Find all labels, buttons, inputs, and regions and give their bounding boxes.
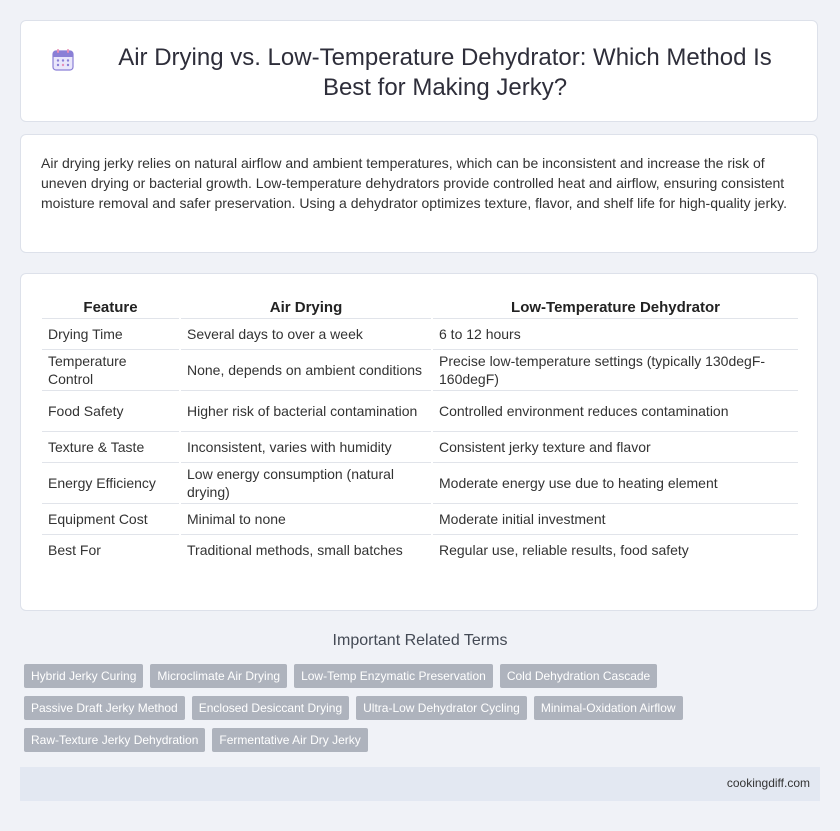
header-dehydrator: Low-Temperature Dehydrator (432, 296, 798, 319)
related-term-tag[interactable]: Ultra-Low Dehydrator Cycling (356, 696, 527, 720)
title-card (20, 20, 818, 122)
table-row (42, 319, 798, 350)
table-cell: Several days to over a week (180, 319, 432, 350)
table-cell: Inconsistent, varies with humidity (180, 432, 432, 463)
table-cell: Temperature Control (42, 350, 180, 391)
table-row (42, 504, 798, 535)
table-row (42, 432, 798, 463)
table-cell: None, depends on ambient conditions (180, 350, 432, 391)
table-cell: Higher risk of bacterial contamination (180, 391, 432, 432)
footer-bar (20, 767, 820, 801)
related-term-tag[interactable]: Microclimate Air Drying (150, 664, 287, 688)
related-term-tag[interactable]: Cold Dehydration Cascade (500, 664, 657, 688)
table-row (42, 535, 798, 566)
related-terms-list (24, 664, 824, 760)
table-row (42, 350, 798, 391)
related-term-tag[interactable]: Hybrid Jerky Curing (24, 664, 143, 688)
header-air-drying: Air Drying (180, 296, 432, 319)
table-cell: Low energy consumption (natural drying) (180, 463, 432, 504)
table-cell: Traditional methods, small batches (180, 535, 432, 566)
table-cell: Texture & Taste (42, 432, 180, 463)
related-term-tag[interactable]: Raw-Texture Jerky Dehydration (24, 728, 205, 752)
table-cell: Energy Efficiency (42, 463, 180, 504)
comparison-card (20, 273, 818, 611)
related-term-tag[interactable]: Low-Temp Enzymatic Preservation (294, 664, 493, 688)
table-cell: Moderate initial investment (432, 504, 798, 535)
table-cell: Controlled environment reduces contamination (432, 391, 798, 432)
table-cell: Drying Time (42, 319, 180, 350)
tag-row (24, 664, 824, 688)
tag-row (24, 728, 824, 752)
page-title: Air Drying vs. Low-Temperature Dehydrator: Which Method Is Best for Making Jerky? (118, 44, 772, 101)
related-term-tag[interactable]: Enclosed Desiccant Drying (192, 696, 349, 720)
comparison-table (42, 296, 798, 565)
related-term-tag[interactable]: Fermentative Air Dry Jerky (212, 728, 367, 752)
footer-site-link[interactable]: cookingdiff.com (726, 776, 810, 790)
related-term-tag[interactable]: Passive Draft Jerky Method (24, 696, 185, 720)
table-cell: Moderate energy use due to heating element (432, 463, 798, 504)
header-feature: Feature (83, 298, 138, 316)
table-cell: Food Safety (42, 391, 180, 432)
table-row (42, 463, 798, 504)
related-term-tag[interactable]: Minimal-Oxidation Airflow (534, 696, 683, 720)
table-cell: Regular use, reliable results, food safety (432, 535, 798, 566)
table-cell: Minimal to none (180, 504, 432, 535)
tag-row (24, 696, 824, 720)
calendar-icon (51, 48, 75, 72)
table-cell: Equipment Cost (42, 504, 180, 535)
table-cell: Best For (42, 535, 180, 566)
intro-card (20, 134, 818, 253)
table-row (42, 391, 798, 432)
table-cell: 6 to 12 hours (432, 319, 798, 350)
table-cell: Consistent jerky texture and flavor (432, 432, 798, 463)
table-cell: Precise low-temperature settings (typically 130degF-160degF) (432, 350, 798, 391)
intro-paragraph: Air drying jerky relies on natural airflow and ambient temperatures, which can be inconsistent and increase the risk of uneven drying or bacterial growth. Low-temperature dehydrators provide controlled heat and airflow, ensuring consistent moisture removal and safer preservation. Using a dehydrator optimizes texture, flavor, and shelf life for high-quality jerky. (41, 155, 787, 211)
table-header-row (42, 296, 798, 319)
related-terms-heading: Important Related Terms (332, 632, 508, 649)
